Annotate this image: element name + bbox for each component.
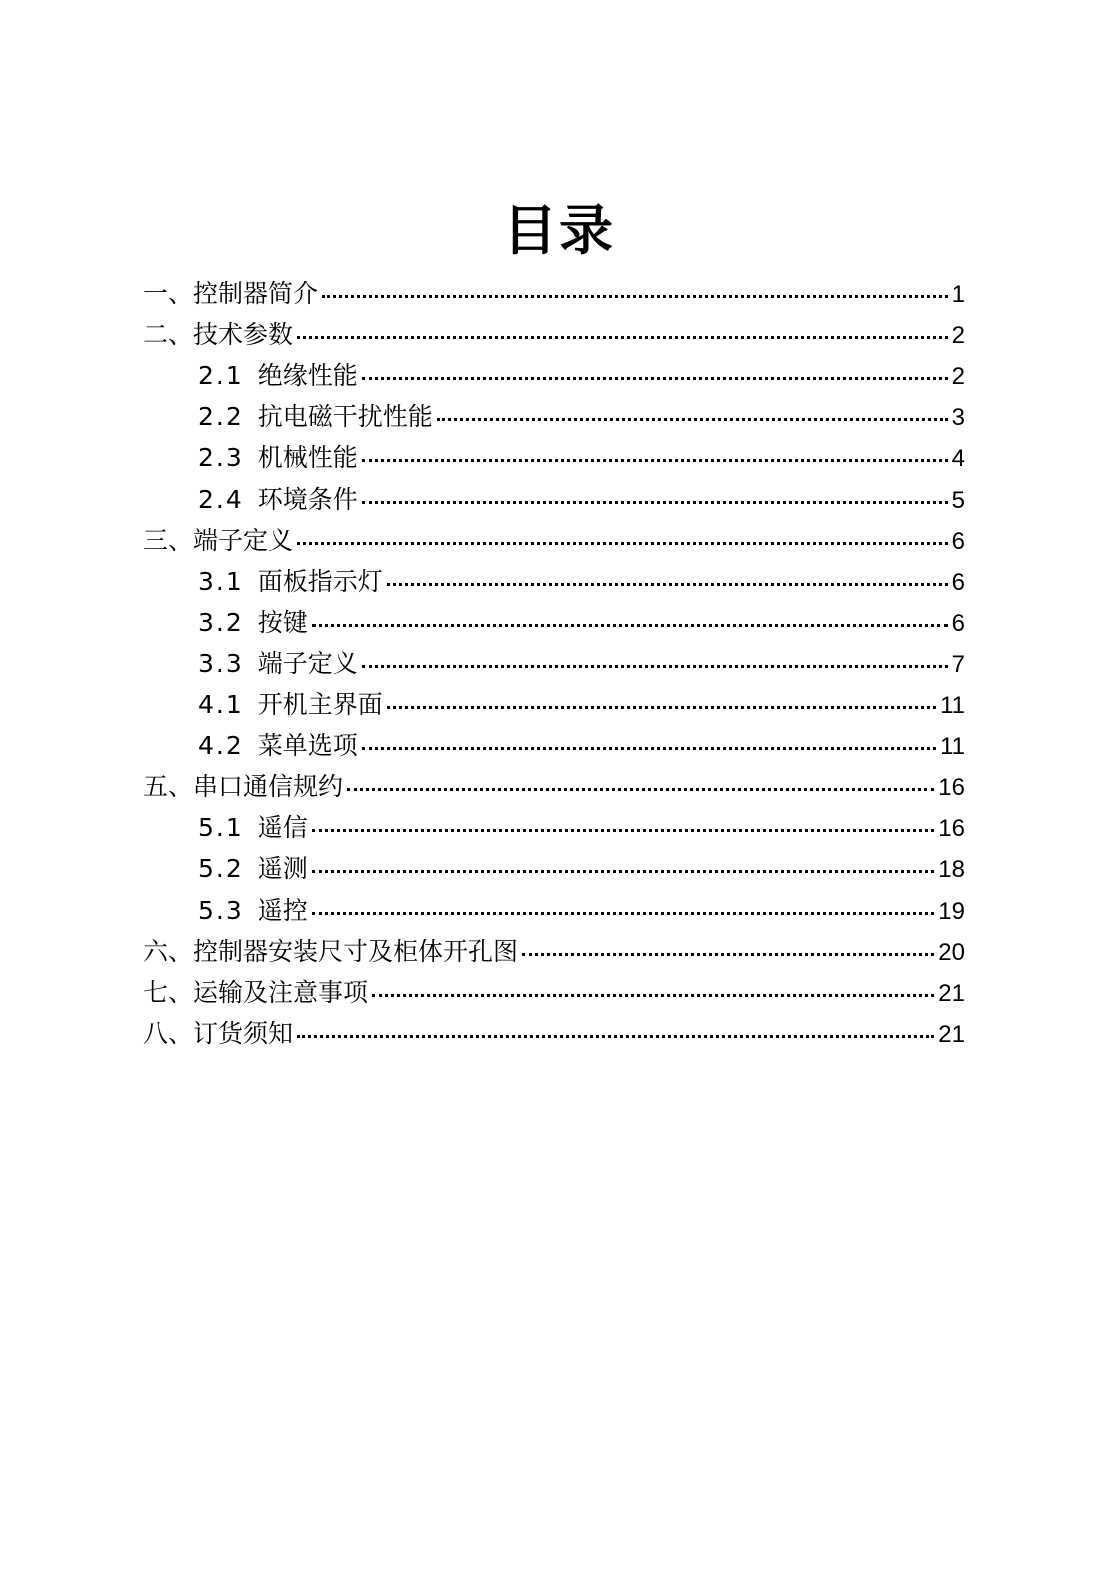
toc-entry-label: 菜单选项 bbox=[257, 731, 358, 760]
toc-entry-page-number: 21 bbox=[938, 1021, 965, 1048]
dot-leader bbox=[312, 870, 935, 873]
toc-entry[interactable] bbox=[198, 685, 965, 725]
dot-leader bbox=[322, 295, 948, 298]
dot-leader bbox=[362, 747, 936, 750]
toc-entry-text bbox=[143, 315, 293, 355]
dot-leader bbox=[297, 1035, 934, 1038]
toc-entry-text bbox=[198, 808, 308, 848]
toc-entry-label: 环境条件 bbox=[257, 485, 358, 514]
toc-entry-number: 3.1 bbox=[198, 567, 244, 596]
toc-entry-label: 遥测 bbox=[257, 854, 308, 883]
dot-leader bbox=[387, 583, 948, 586]
toc-entry-text bbox=[198, 891, 308, 931]
dot-leader bbox=[387, 706, 936, 709]
toc-entry-number: 5.3 bbox=[198, 896, 244, 925]
toc-entry-page-number: 6 bbox=[951, 610, 965, 637]
toc-entry-page-number: 11 bbox=[940, 733, 965, 760]
toc-entry[interactable] bbox=[198, 603, 965, 643]
toc-entry[interactable] bbox=[198, 438, 965, 478]
toc-entry-page-number: 16 bbox=[938, 774, 965, 801]
toc-entry[interactable] bbox=[198, 480, 965, 520]
toc-entry-text bbox=[198, 685, 383, 725]
dot-leader bbox=[312, 624, 948, 627]
toc-entry-text bbox=[198, 644, 358, 684]
toc-entry-text bbox=[143, 767, 343, 807]
dot-leader bbox=[312, 912, 935, 915]
toc-entry-text bbox=[198, 603, 308, 643]
dot-leader bbox=[297, 336, 948, 339]
dot-leader bbox=[362, 459, 948, 462]
toc-entry-text bbox=[143, 274, 318, 314]
toc-entry-page-number: 6 bbox=[951, 528, 965, 555]
toc-entry[interactable] bbox=[143, 315, 965, 355]
toc-entry[interactable] bbox=[143, 767, 965, 807]
toc-entry-label: 五、串口通信规约 bbox=[143, 772, 344, 801]
toc-entry-label: 一、控制器简介 bbox=[143, 279, 319, 308]
toc-entry-text bbox=[143, 973, 368, 1013]
toc-entry[interactable] bbox=[143, 274, 965, 314]
toc-entry-page-number: 1 bbox=[951, 281, 965, 308]
dot-leader bbox=[437, 418, 948, 421]
toc-entry[interactable] bbox=[198, 891, 965, 931]
toc-entry-number: 2.1 bbox=[198, 361, 244, 390]
dot-leader bbox=[522, 953, 934, 956]
dot-leader bbox=[372, 994, 934, 997]
dot-leader bbox=[312, 829, 935, 832]
toc-entry[interactable] bbox=[143, 1014, 965, 1054]
toc-entry-text bbox=[143, 932, 518, 972]
toc-entry-number: 5.1 bbox=[198, 813, 244, 842]
toc-entry[interactable] bbox=[198, 726, 965, 766]
toc-entry[interactable] bbox=[198, 849, 965, 889]
toc-entry-number: 2.2 bbox=[198, 402, 244, 431]
toc-entry-text bbox=[198, 726, 358, 766]
toc-entry-text bbox=[198, 480, 358, 520]
toc-entry-text bbox=[143, 1014, 293, 1054]
toc-entry-text bbox=[198, 438, 358, 478]
toc-entry-page-number: 11 bbox=[940, 692, 965, 719]
toc-entry-page-number: 21 bbox=[938, 980, 965, 1007]
toc-entry-label: 抗电磁干扰性能 bbox=[257, 402, 433, 431]
toc-entry-page-number: 19 bbox=[938, 898, 965, 925]
toc-entry[interactable] bbox=[198, 808, 965, 848]
toc-entry-label: 面板指示灯 bbox=[257, 567, 383, 596]
toc-entry-label: 六、控制器安装尺寸及柜体开孔图 bbox=[143, 937, 519, 966]
toc-entry-text bbox=[143, 521, 293, 561]
toc-entry[interactable] bbox=[198, 644, 965, 684]
toc-entry-page-number: 16 bbox=[938, 815, 965, 842]
toc-entry-page-number: 7 bbox=[951, 651, 965, 678]
toc-entry-page-number: 18 bbox=[938, 856, 965, 883]
toc-entry-label: 三、端子定义 bbox=[143, 526, 294, 555]
toc-entry[interactable] bbox=[143, 973, 965, 1013]
toc-entry-text bbox=[198, 397, 433, 437]
toc-entry-label: 开机主界面 bbox=[257, 690, 383, 719]
toc-entry-label: 端子定义 bbox=[257, 649, 358, 678]
toc-entry-text bbox=[198, 356, 358, 396]
dot-leader bbox=[362, 501, 948, 504]
toc-title: 目录 bbox=[503, 199, 615, 262]
toc-entry[interactable] bbox=[143, 521, 965, 561]
toc-entry-number: 4.1 bbox=[198, 690, 244, 719]
toc-entry-page-number: 20 bbox=[938, 939, 965, 966]
toc-entry-label: 机械性能 bbox=[257, 443, 358, 472]
toc-entry-label: 遥控 bbox=[257, 896, 308, 925]
dot-leader bbox=[347, 788, 934, 791]
toc-entry-page-number: 2 bbox=[951, 363, 965, 390]
dot-leader bbox=[362, 665, 948, 668]
toc-entry[interactable] bbox=[198, 356, 965, 396]
toc-entry-page-number: 3 bbox=[951, 404, 965, 431]
toc-entry-number: 5.2 bbox=[198, 854, 244, 883]
toc-entry-number: 4.2 bbox=[198, 731, 244, 760]
toc-entry-label: 按键 bbox=[257, 608, 308, 637]
toc-entry-text bbox=[198, 849, 308, 889]
toc-entry-number: 3.3 bbox=[198, 649, 244, 678]
toc-entry-label: 八、订货须知 bbox=[143, 1019, 294, 1048]
toc-entry-label: 二、技术参数 bbox=[143, 320, 294, 349]
toc-entry-page-number: 4 bbox=[951, 445, 965, 472]
toc-entry-label: 七、运输及注意事项 bbox=[143, 978, 369, 1007]
toc-entry-text bbox=[198, 562, 383, 602]
toc-entry-number: 2.4 bbox=[198, 485, 244, 514]
toc-entry[interactable] bbox=[198, 562, 965, 602]
dot-leader bbox=[297, 542, 948, 545]
toc-entry-label: 遥信 bbox=[257, 813, 308, 842]
toc-entry[interactable] bbox=[143, 932, 965, 972]
toc-entry-page-number: 2 bbox=[951, 322, 965, 349]
toc-entry-label: 绝缘性能 bbox=[257, 361, 358, 390]
dot-leader bbox=[362, 377, 948, 380]
toc-entry-number: 2.3 bbox=[198, 443, 244, 472]
toc-entry-page-number: 5 bbox=[951, 487, 965, 514]
toc-entry-page-number: 6 bbox=[951, 569, 965, 596]
toc-entry-number: 3.2 bbox=[198, 608, 244, 637]
toc-entry[interactable] bbox=[198, 397, 965, 437]
